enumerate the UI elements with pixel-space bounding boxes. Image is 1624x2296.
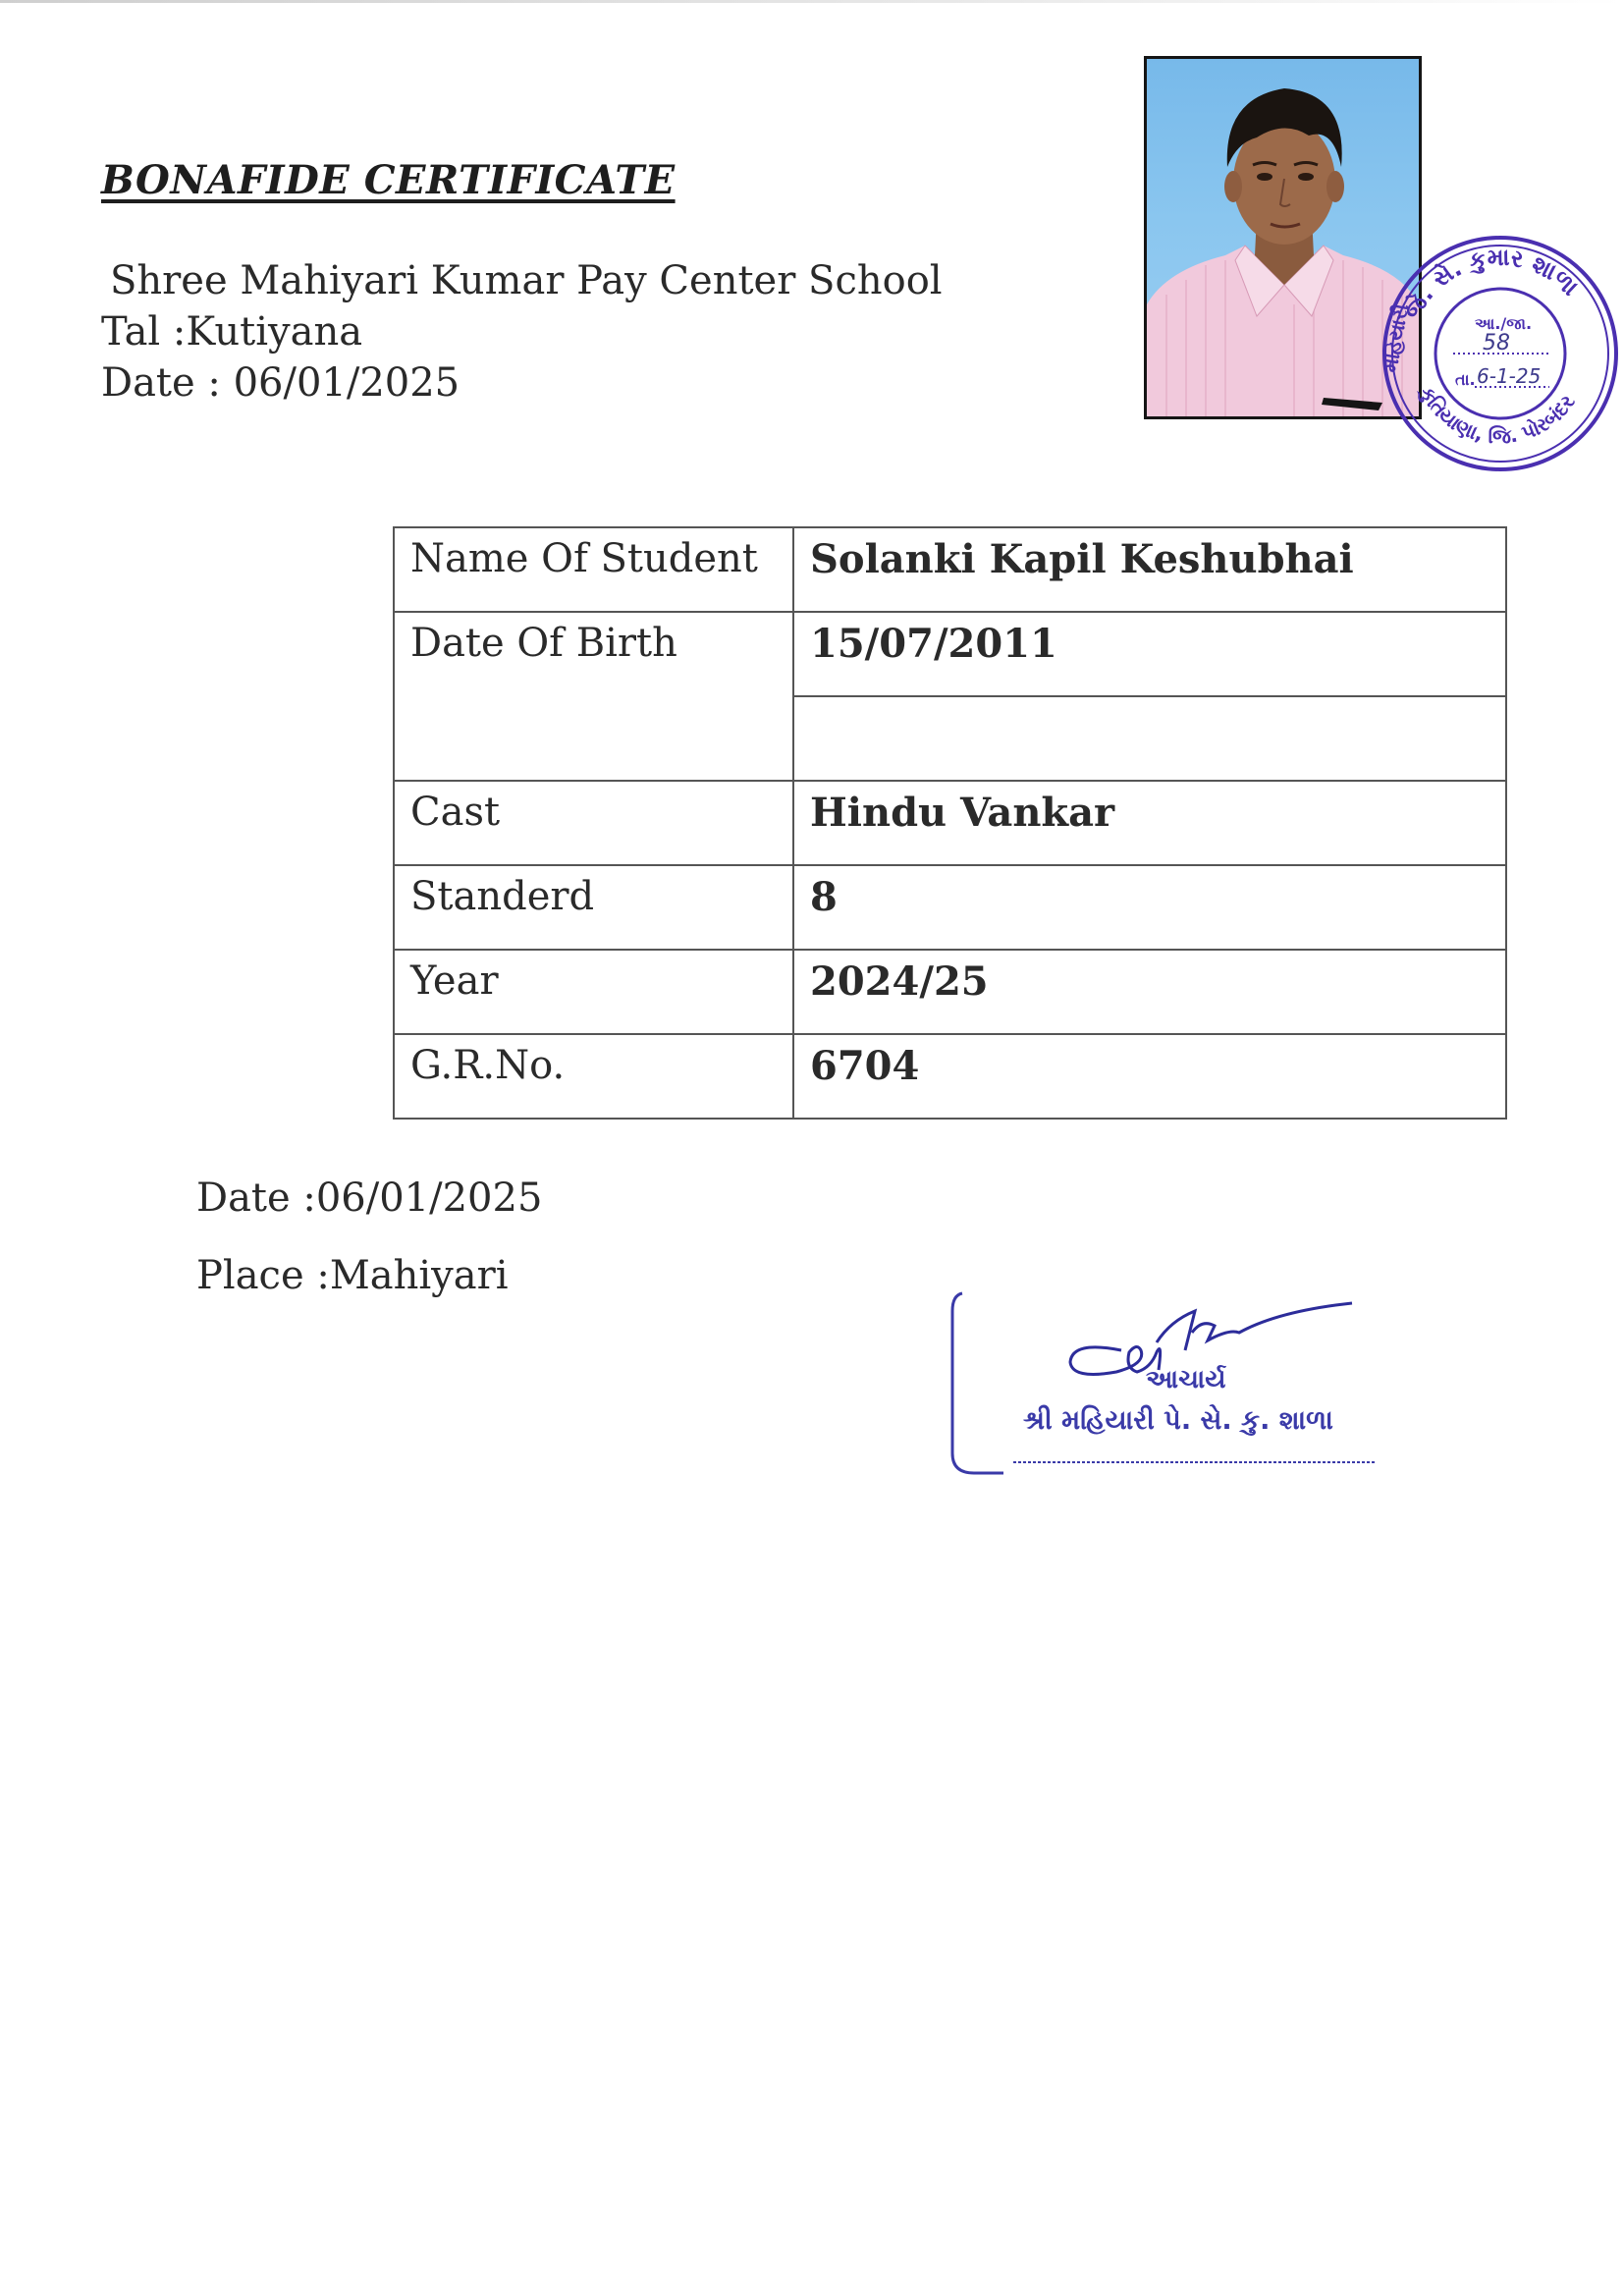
page-top-edge <box>0 0 1624 3</box>
stamp-top-text: જે. સે. કુમાર શાળા <box>1398 243 1585 324</box>
footer-place: Place :Mahiyari <box>196 1253 509 1298</box>
row-value: 8 <box>793 865 1506 950</box>
table-row <box>394 527 1506 612</box>
stamp-date-value: 6-1-25 <box>1477 364 1542 388</box>
student-details-table <box>393 526 1507 1120</box>
table-row <box>394 865 1506 950</box>
handwritten-signature <box>1070 1303 1352 1374</box>
stamp-bottom-text: કુતિયાણા, જિ. પોરબંદર <box>1415 382 1580 449</box>
table-row <box>394 1034 1506 1119</box>
certificate-title: BONAFIDE CERTIFICATE <box>101 157 676 203</box>
svg-text:જે. સે. કુમાર શાળા <box>1397 244 1584 324</box>
principal-designation: આચાર્ય <box>1146 1365 1226 1394</box>
row-value: 6704 <box>793 1034 1506 1119</box>
table-row <box>394 781 1506 865</box>
table-row <box>394 612 1506 696</box>
principal-signature-block <box>945 1282 1386 1478</box>
footer-date: Date :06/01/2025 <box>196 1175 543 1221</box>
row-label: G.R.No. <box>394 1034 793 1119</box>
row-label: Year <box>394 950 793 1034</box>
svg-text:કુતિયાણા, જિ. પોરબંદર <box>1414 381 1580 448</box>
stamp-left-text: મહિયારી <box>1378 301 1414 374</box>
table-row <box>394 950 1506 1034</box>
stamp-number-value: 58 <box>1483 331 1510 355</box>
row-label: Name Of Student <box>394 527 793 612</box>
row-label: Cast <box>394 781 793 865</box>
row-value: Hindu Vankar <box>793 781 1506 865</box>
row-value: 2024/25 <box>793 950 1506 1034</box>
row-value: Solanki Kapil Keshubhai <box>793 527 1506 612</box>
stamp-number-label: આ./જા. <box>1475 314 1533 333</box>
row-value: 15/07/2011 <box>793 612 1506 696</box>
principal-school-name: શ્રી મહિયારી પે. સે. કુ. શાળા <box>1023 1405 1333 1436</box>
school-stamp <box>1373 226 1624 481</box>
row-label: Date Of Birth <box>394 612 793 781</box>
row-label: Standerd <box>394 865 793 950</box>
issue-date-line: Date : 06/01/2025 <box>101 360 460 406</box>
taluka-line: Tal :Kutiyana <box>101 309 363 355</box>
stamp-date-label: તા. <box>1455 370 1476 389</box>
blank-cell <box>793 696 1506 781</box>
school-name: Shree Mahiyari Kumar Pay Center School <box>110 258 943 303</box>
